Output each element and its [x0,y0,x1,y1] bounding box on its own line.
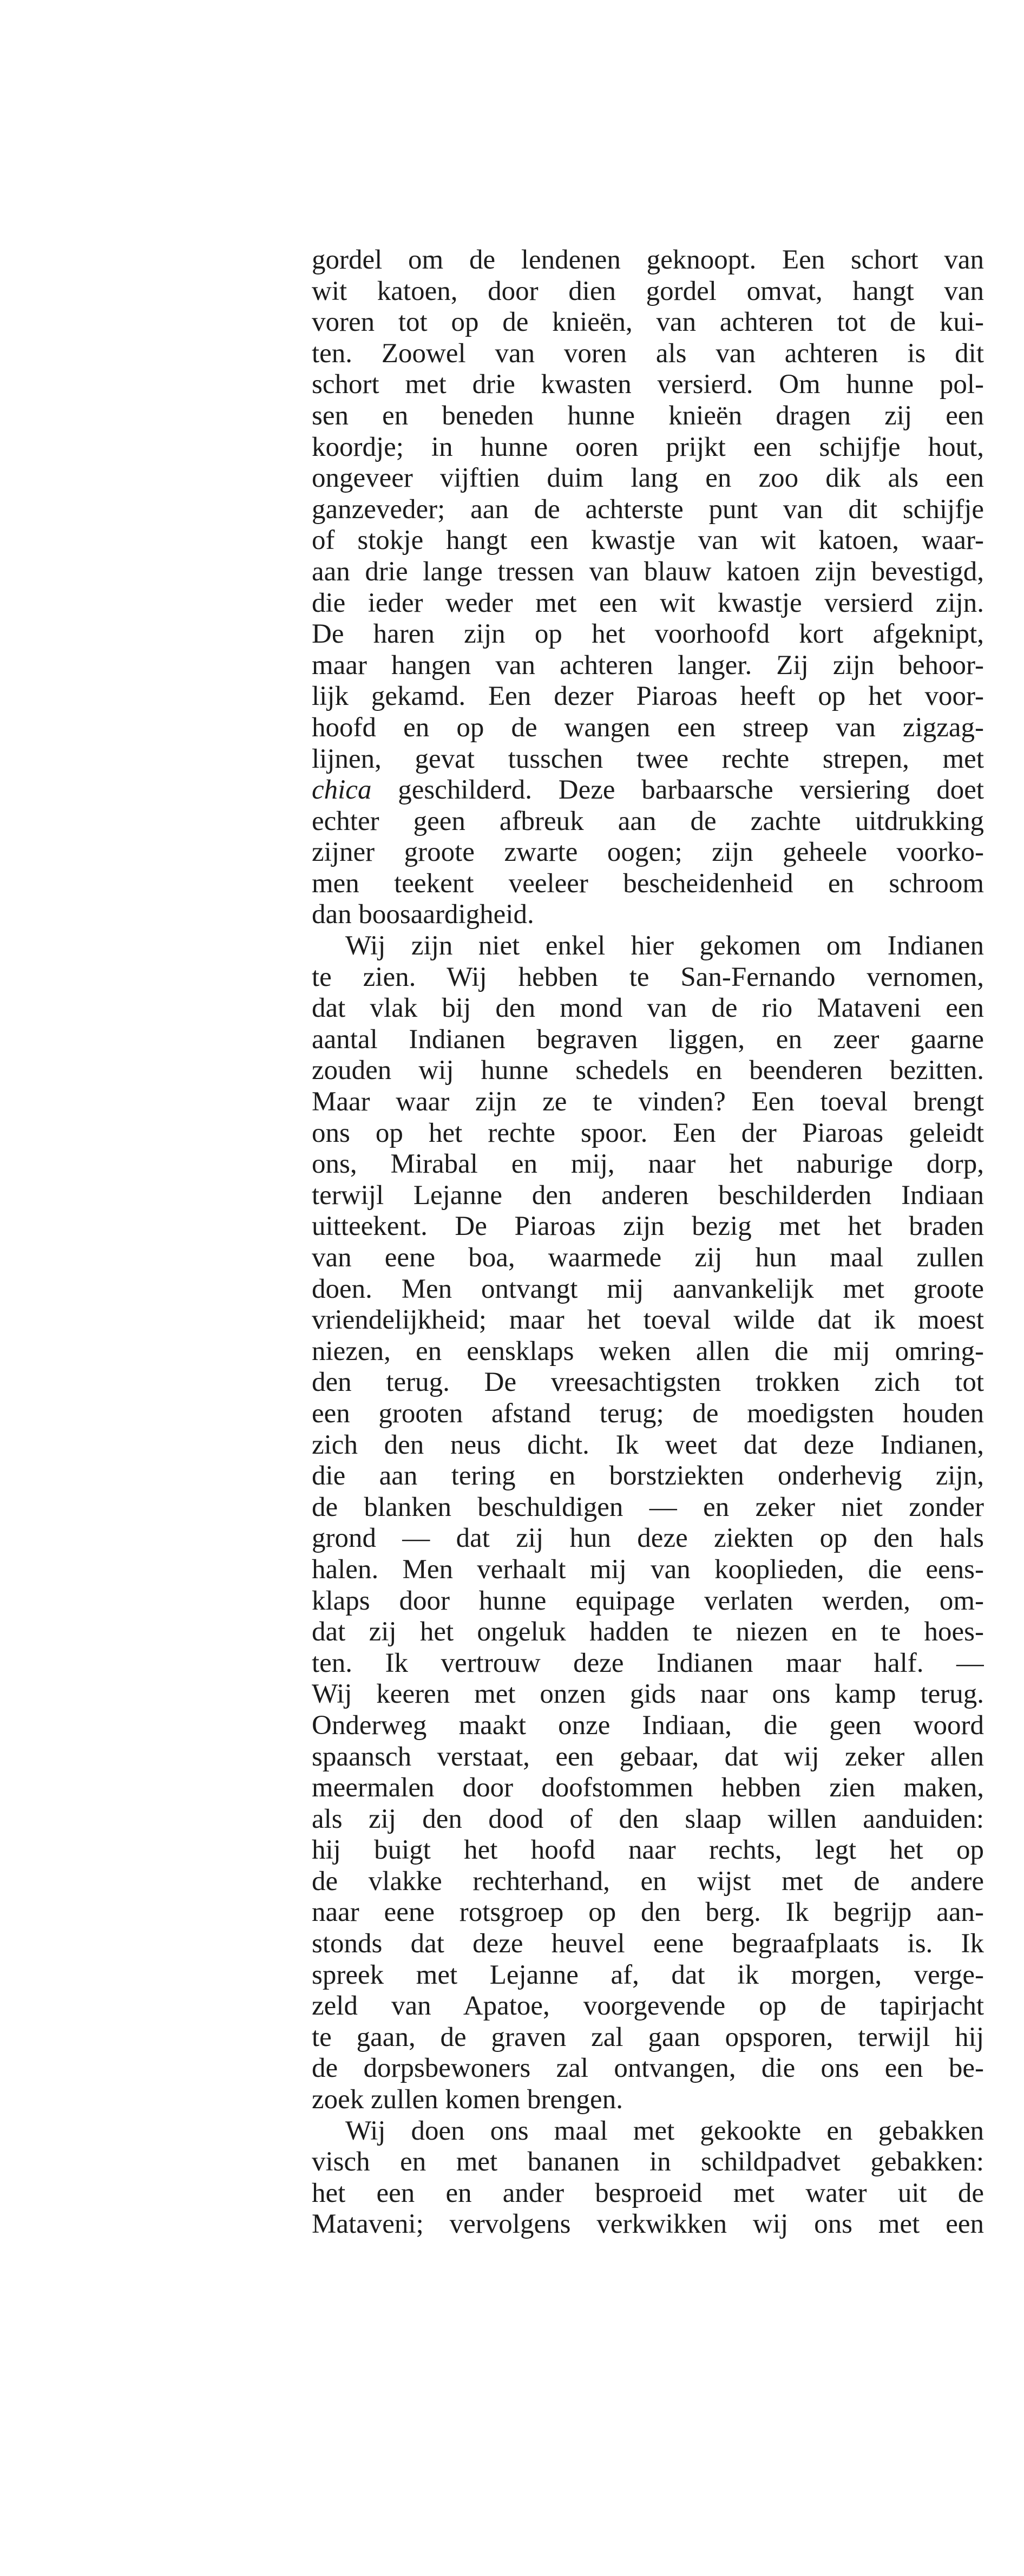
text-line: die ieder weder met een wit kwastje versierd zijn. [312,587,984,618]
text-line: de vlakke rechterhand, en wijst met de andere [312,1866,984,1897]
text-line: zouden wij hunne schedels en beenderen bezitten. [312,1055,984,1086]
text-line: zich den neus dicht. Ik weet dat deze Indianen, [312,1429,984,1460]
text-line: het een en ander besproeid met water uit de [312,2178,984,2208]
text-line: grond — dat zij hun deze ziekten op den hals [312,1523,984,1554]
text-line: schort met drie kwasten versierd. Om hunne pol- [312,369,984,400]
text-line: vriendelijkheid; maar het toeval wilde dat ik moest [312,1305,984,1336]
text-line: uitteekent. De Piaroas zijn bezig met het braden [312,1211,984,1242]
text-line: stonds dat deze heuvel eene begraafplaats is. Ik [312,1928,984,1959]
text-line: te gaan, de graven zal gaan opsporen, terwijl hij [312,2022,984,2052]
text-line: die aan tering en borstziekten onderhevig zijn, [312,1461,984,1492]
text-line: koordje; in hunne ooren prijkt een schijfje hout, [312,431,984,462]
text-line: voren tot op de knieën, van achteren tot de kui- [312,307,984,338]
text-line: den terug. De vreesachtigsten trokken zich tot [312,1367,984,1398]
text-line: een grooten afstand terug; de moedigsten houden [312,1398,984,1429]
text-line: Mataveni; vervolgens verkwikken wij ons met een [312,2209,984,2240]
text-line: zijner groote zwarte oogen; zijn geheele voorko- [312,837,984,868]
text-line: wit katoen, door dien gordel omvat, hangt van [312,276,984,306]
text-line: van eene boa, waarmede zij hun maal zullen [312,1243,984,1273]
text-line: zeld van Apatoe, voorgevende op de tapirjacht [312,1991,984,2022]
text-line: naar eene rotsgroep op den berg. Ik begrijp aan- [312,1897,984,1928]
text-line: lijnen, gevat tusschen twee rechte strepen, met [312,743,984,774]
text-line: de blanken beschuldigen — en zeker niet zonder [312,1492,984,1522]
text-line: maar hangen van achteren langer. Zij zijn behoor- [312,650,984,681]
text-line: gordel om de lendenen geknoopt. Een schort van [312,245,984,275]
text-line: of stokje hangt een kwastje van wit katoen, waar- [312,525,984,556]
text-line: visch en met bananen in schildpadvet gebakken: [312,2147,984,2178]
paragraph-start-line: Wij doen ons maal met gekookte en gebakken [345,2115,984,2146]
text-line: dat zij het ongeluk hadden te niezen en te hoes- [312,1617,984,1647]
text-line: aan drie lange tressen van blauw katoen zijn bevestigd, [312,556,984,587]
text-line: ten. Ik vertrouw deze Indianen maar half. — [312,1647,984,1678]
text-line: lijk gekamd. Een dezer Piaroas heeft op het voor- [312,681,984,712]
text-line: ons op het rechte spoor. Een der Piaroas geleidt [312,1117,984,1148]
text-line: hoofd en op de wangen een streep van zigzag- [312,712,984,743]
text-line: niezen, en eensklaps weken allen die mij omring- [312,1336,984,1367]
text-line: halen. Men verhaalt mij van kooplieden, die eens- [312,1554,984,1585]
text-line: als zij den dood of den slaap willen aanduiden: [312,1803,984,1834]
paragraph-start-line: Wij zijn niet enkel hier gekomen om Indianen [345,931,984,962]
text-line: te zien. Wij hebben te San-Fernando vernomen, [312,962,984,992]
text-line: ganzeveder; aan de achterste punt van dit schijfje [312,494,984,525]
text-line: terwijl Lejanne den anderen beschilderden Indiaan [312,1180,984,1211]
text-line: dat vlak bij den mond van de rio Mataveni een [312,993,984,1024]
text-line: ons, Mirabal en mij, naar het naburige dorp, [312,1149,984,1180]
paragraph-end-line: dan boosaardigheid. [312,899,534,930]
text-line: spaansch verstaat, een gebaar, dat wij zeker allen [312,1741,984,1772]
text-line: ongeveer vijftien duim lang en zoo dik als een [312,463,984,494]
text-line: klaps door hunne equipage verlaten werden, om- [312,1585,984,1616]
text-line: meermalen door doofstommen hebben zien maken, [312,1773,984,1803]
text-line: echter geen afbreuk aan de zachte uitdrukking [312,806,984,836]
text-line: hij buigt het hoofd naar rechts, legt het op [312,1835,984,1866]
text-line: aantal Indianen begraven liggen, en zeer gaarne [312,1024,984,1055]
italic-word-chica: chica [312,775,372,806]
text-line [312,775,984,806]
text-line: spreek met Lejanne af, dat ik morgen, verge- [312,1959,984,1990]
text-line-rest: geschilderd. Deze barbaarsche versiering doet [371,775,984,806]
text-line: Maar waar zijn ze te vinden? Een toeval brengt [312,1087,984,1117]
paragraph-end-line: zoek zullen komen brengen. [312,2084,623,2115]
text-line: men teekent veeleer bescheidenheid en schroom [312,868,984,899]
text-line: doen. Men ontvangt mij aanvankelijk met groote [312,1273,984,1304]
text-line: De haren zijn op het voorhoofd kort afgeknipt, [312,619,984,650]
text-line: sen en beneden hunne knieën dragen zij een [312,400,984,431]
body-text [312,245,984,2240]
text-line: ten. Zoowel van voren als van achteren is dit [312,338,984,369]
text-line: de dorpsbewoners zal ontvangen, die ons een be- [312,2053,984,2084]
text-line: Wij keeren met onzen gids naar ons kamp terug. [312,1679,984,1710]
text-line: Onderweg maakt onze Indiaan, die geen woord [312,1710,984,1741]
